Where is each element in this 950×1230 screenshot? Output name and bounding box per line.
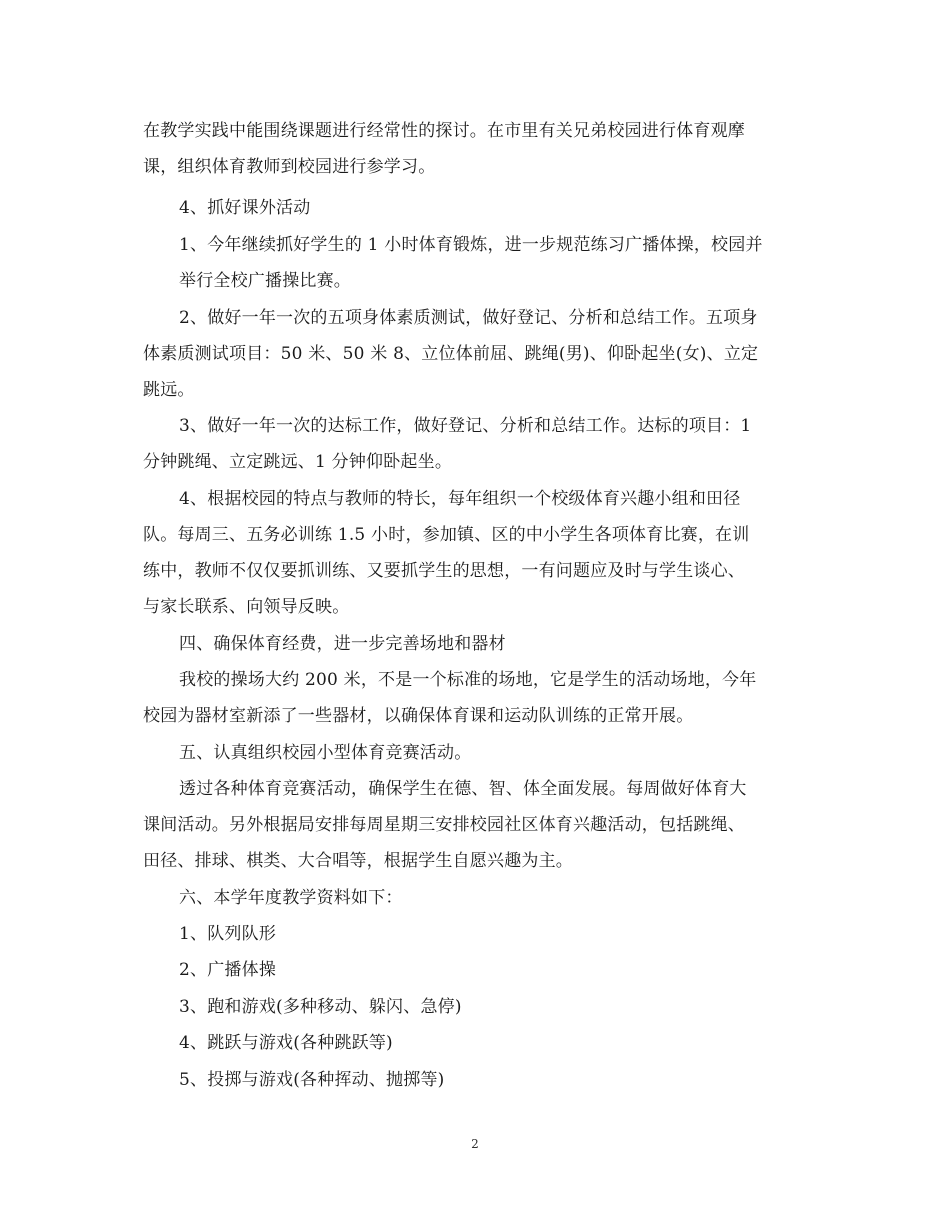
text-line: 4、跳跃与游戏(各种跳跃等) bbox=[179, 1033, 393, 1053]
text-line: 练中，教师不仅仅要抓训练、又要抓学生的思想，一有问题应及时与学生谈心、 bbox=[143, 561, 745, 581]
text-line: 在教学实践中能围绕课题进行经常性的探讨。在市里有关兄弟校园进行体育观摩 bbox=[143, 121, 745, 141]
paragraph bbox=[143, 300, 839, 408]
text-line: 3、跑和游戏(多种移动、躲闪、急停) bbox=[179, 997, 462, 1017]
text-line: 2、广播体操 bbox=[179, 960, 277, 980]
text-line: 4、根据校园的特点与教师的特长，每年组织一个校级体育兴趣小组和田径 bbox=[179, 489, 741, 509]
text-line: 1、队列队形 bbox=[179, 924, 277, 944]
text-line: 课，组织体育教师到校园进行参学习。 bbox=[143, 157, 436, 177]
text-line: 分钟跳绳、立定跳远、1 分钟仰卧起坐。 bbox=[143, 452, 453, 472]
text-line: 跳远。 bbox=[143, 380, 195, 400]
text-line: 与家长联系、向领导反映。 bbox=[143, 597, 350, 617]
text-line: 1、今年继续抓好学生的 1 小时体育锻炼，进一步规范练习广播体操，校园并 bbox=[179, 235, 763, 255]
section-heading bbox=[143, 880, 839, 916]
text-line: 5、投掷与游戏(各种挥动、抛掷等) bbox=[179, 1070, 445, 1090]
text-line: 3、做好一年一次的达标工作，做好登记、分析和总结工作。达标的项目：1 bbox=[179, 416, 752, 436]
text-line: 四、确保体育经费，进一步完善场地和器材 bbox=[179, 634, 506, 654]
text-line: 五、认真组织校园小型体育竞赛活动。 bbox=[179, 743, 472, 763]
paragraph bbox=[143, 227, 839, 299]
text-line: 校园为器材室新添了一些器材，以确保体育课和运动队训练的正常开展。 bbox=[143, 706, 694, 726]
text-line: 我校的操场大约 200 米，不是一个标准的场地，它是学生的活动场地，今年 bbox=[179, 670, 757, 690]
text-line: 队。每周三、五务必训练 1.5 小时，参加镇、区的中小学生各项体育比赛，在训 bbox=[143, 525, 750, 545]
paragraph bbox=[143, 408, 839, 480]
list-item bbox=[143, 952, 839, 988]
paragraph bbox=[143, 771, 839, 879]
section-heading bbox=[143, 626, 839, 662]
list-item bbox=[143, 989, 839, 1025]
text-line: 举行全校广播操比赛。 bbox=[179, 271, 351, 291]
text-line: 体素质测试项目：50 米、50 米 8、立位体前屈、跳绳(男)、仰卧起坐(女)、立定 bbox=[143, 344, 759, 364]
text-line: 4、抓好课外活动 bbox=[179, 198, 311, 218]
text-line: 透过各种体育竞赛活动，确保学生在德、智、体全面发展。每周做好体育大 bbox=[179, 779, 747, 799]
paragraph bbox=[143, 481, 839, 625]
paragraph bbox=[143, 113, 803, 185]
list-item bbox=[143, 916, 839, 952]
section-heading bbox=[143, 735, 839, 771]
text-line: 田径、排球、棋类、大合唱等，根据学生自愿兴趣为主。 bbox=[143, 851, 573, 871]
page-number: 2 bbox=[471, 1137, 479, 1151]
section-heading bbox=[143, 190, 839, 226]
text-line: 2、做好一年一次的五项身体素质测试，做好登记、分析和总结工作。五项身 bbox=[179, 308, 758, 328]
paragraph bbox=[143, 662, 839, 734]
list-item bbox=[143, 1025, 839, 1061]
list-item bbox=[143, 1062, 839, 1098]
text-line: 课间活动。另外根据局安排每周星期三安排校园社区体育兴趣活动，包括跳绳、 bbox=[143, 815, 745, 835]
text-line: 六、本学年度教学资料如下： bbox=[179, 888, 403, 908]
